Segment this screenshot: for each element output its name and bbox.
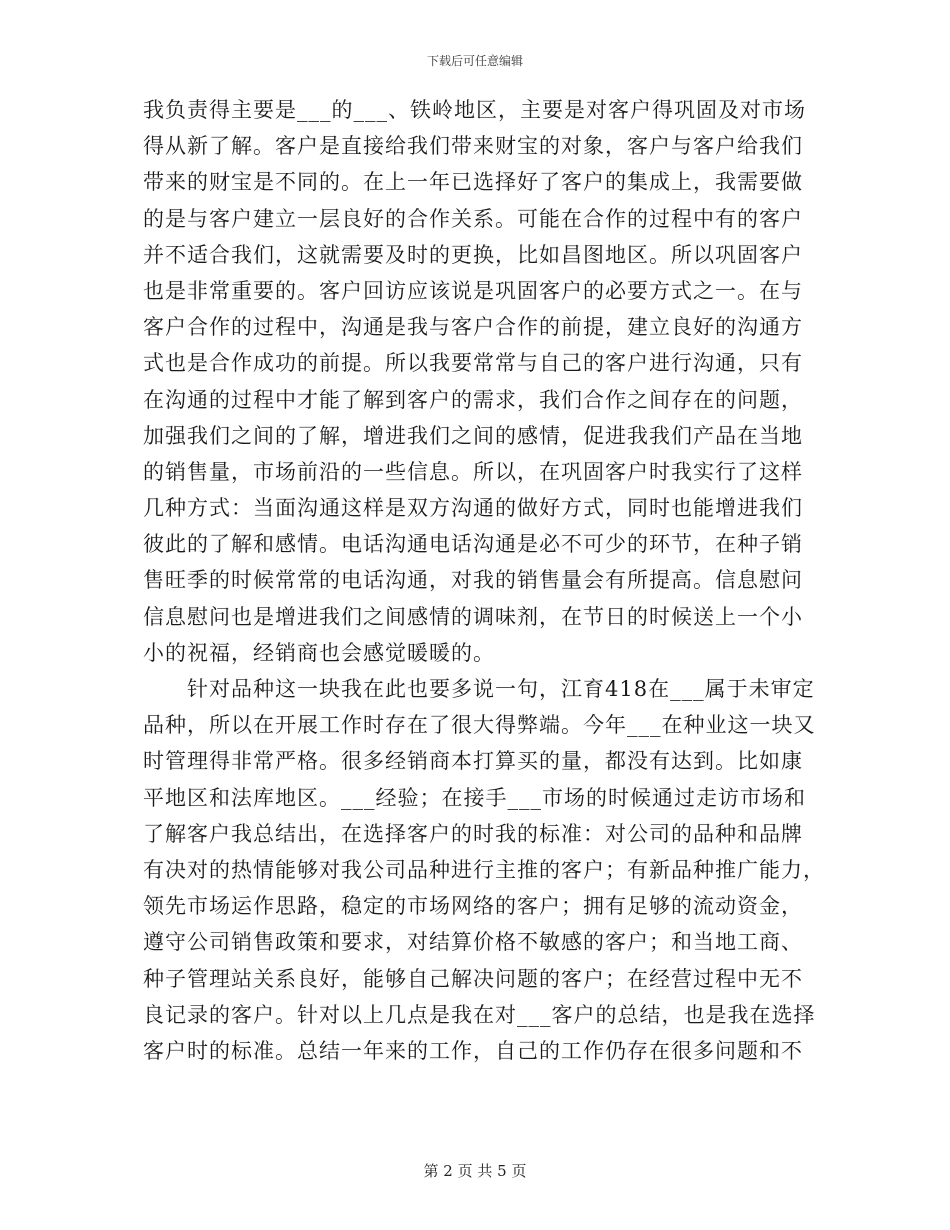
text-line: 并不适合我们，这就需要及时的更换，比如昌图地区。所以巩固客户	[143, 242, 803, 267]
text-line: 也是非常重要的。客户回访应该说是巩固客户的必要方式之一。在与	[143, 278, 803, 303]
text-line: 信息慰问也是增进我们之间感情的调味剂，在节日的时候送上一个小	[143, 604, 803, 629]
text-line: 的是与客户建立一层良好的合作关系。可能在合作的过程中有的客户	[143, 206, 803, 231]
text-line: 客户合作的过程中，沟通是我与客户合作的前提，建立良好的沟通方	[143, 315, 803, 340]
text-line: 平地区和法库地区。___经验；在接手___市场的时候通过走访市场和	[143, 785, 806, 810]
text-line: 带来的财宝是不同的。在上一年已选择好了客户的集成上，我需要做	[143, 170, 803, 195]
text-line: 彼此的了解和感情。电话沟通电话沟通是必不可少的环节，在种子销	[143, 532, 803, 557]
text-line: 有决对的热情能够对我公司品种进行主推的客户；有新品种推广能力，	[143, 857, 825, 882]
text-line: 加强我们之间的了解，增进我们之间的感情，促进我我们产品在当地	[143, 423, 803, 448]
document-body	[143, 92, 825, 1069]
text-line: 客户时的标准。总结一年来的工作，自己的工作仍存在很多问题和不	[143, 1038, 803, 1063]
text-line: 领先市场运作思路，稳定的市场网络的客户；拥有足够的流动资金，	[143, 894, 803, 919]
text-line: 时管理得非常严格。很多经销商本打算买的量，都没有达到。比如康	[143, 749, 803, 774]
text-line: 小的祝福，经销商也会感觉暖暖的。	[143, 640, 495, 665]
text-line: 了解客户我总结出，在选择客户的时我的标准：对公司的品种和品牌	[143, 821, 803, 846]
text-line: 遵守公司销售政策和要求，对结算价格不敏感的客户；和当地工商、	[143, 930, 803, 955]
text-line: 良记录的客户。针对以上几点是我在对___客户的总结，也是我在选择	[143, 1002, 816, 1027]
text-line: 售旺季的时候常常的电话沟通，对我的销售量会有所提高。信息慰问	[143, 568, 803, 593]
text-line: 在沟通的过程中才能了解到客户的需求，我们合作之间存在的问题，	[143, 387, 803, 412]
text-line: 几种方式：当面沟通这样是双方沟通的做好方式，同时也能增进我们	[143, 496, 803, 521]
text-line: 针对品种这一块我在此也要多说一句，江育418在___属于未审定	[143, 677, 815, 701]
page-header: 下载后可任意编辑	[426, 54, 523, 68]
text-line: 我负责得主要是___的___、铁岭地区，主要是对客户得巩固及对市场	[143, 98, 806, 122]
text-line: 品种，所以在开展工作时存在了很大得弊端。今年___在种业这一块又	[143, 713, 816, 738]
text-line: 的销售量，市场前沿的一些信息。所以，在巩固客户时我实行了这样	[143, 459, 803, 484]
text-line: 式也是合作成功的前提。所以我要常常与自己的客户进行沟通，只有	[143, 351, 803, 376]
page-footer: 第 2 页 共 5 页	[423, 1162, 527, 1180]
text-line: 种子管理站关系良好，能够自己解决问题的客户；在经营过程中无不	[143, 966, 803, 991]
text-line: 得从新了解。客户是直接给我们带来财宝的对象，客户与客户给我们	[143, 134, 803, 159]
